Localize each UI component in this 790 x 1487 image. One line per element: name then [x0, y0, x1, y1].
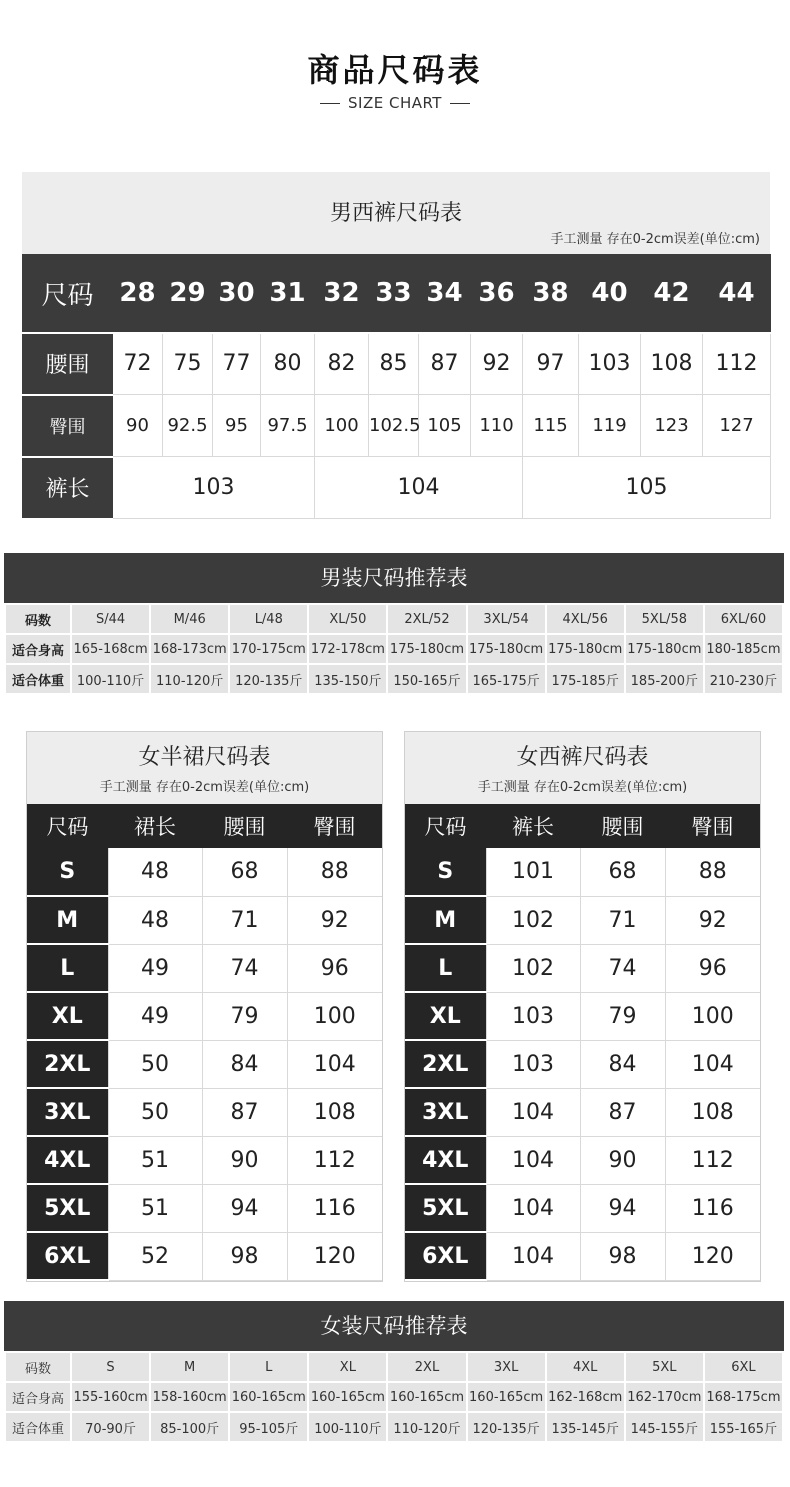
value-cell: 112	[287, 1136, 382, 1184]
table-row	[27, 944, 382, 992]
page-header	[0, 48, 790, 112]
rec-height-cell: 168-175cm	[704, 1382, 783, 1412]
table-row	[27, 896, 382, 944]
value-cell: 51	[108, 1184, 202, 1232]
rec-height-cell: 155-160cm	[71, 1382, 150, 1412]
hip-cell: 100	[315, 395, 369, 457]
size-cell: 5XL	[27, 1184, 108, 1232]
rec-weight-cell: 85-100斤	[150, 1412, 229, 1442]
size-cell: 3XL	[27, 1088, 108, 1136]
table-row	[405, 848, 760, 896]
size-label: 尺码	[23, 255, 113, 333]
value-cell: 116	[287, 1184, 382, 1232]
mens-recommendation	[4, 553, 784, 695]
rec-size-cell: 5XL	[625, 1352, 704, 1382]
hip-cell: 119	[579, 395, 641, 457]
rec-row-label: 适合身高	[5, 1382, 71, 1412]
rec-row-label: 适合体重	[5, 1412, 71, 1442]
womens-skirt-title: 女半裙尺码表	[138, 745, 271, 770]
rec-size-cell: 6XL/60	[704, 604, 783, 634]
rec-weight-cell: 110-120斤	[387, 1412, 466, 1442]
rec-height-cell: 180-185cm	[704, 634, 783, 664]
value-cell: 102	[486, 944, 580, 992]
waist-cell: 75	[163, 333, 213, 395]
value-cell: 92	[665, 896, 760, 944]
mens-trousers-header	[22, 172, 770, 254]
value-cell: 84	[202, 1040, 287, 1088]
size-cell: 38	[523, 255, 579, 333]
value-cell: 51	[108, 1136, 202, 1184]
column-header: 臀围	[665, 804, 760, 848]
waist-cell: 82	[315, 333, 369, 395]
value-cell: 112	[665, 1136, 760, 1184]
column-header: 裙长	[108, 804, 202, 848]
rec-weight-cell: 135-145斤	[546, 1412, 625, 1442]
table-row	[405, 1136, 760, 1184]
rec-height-row	[5, 1382, 783, 1412]
value-cell: 90	[202, 1136, 287, 1184]
divider-left	[320, 103, 340, 104]
rec-height-cell: 175-180cm	[625, 634, 704, 664]
womens-trousers-header	[405, 732, 760, 804]
rec-weight-cell: 150-165斤	[387, 664, 466, 694]
mens-trousers-title: 男西裤尺码表	[329, 201, 462, 226]
size-cell: 29	[163, 255, 213, 333]
mens-rec-title: 男装尺码推荐表	[4, 553, 784, 603]
value-cell: 50	[108, 1040, 202, 1088]
value-cell: 100	[287, 992, 382, 1040]
table-row	[405, 992, 760, 1040]
hip-cell: 102.5	[369, 395, 419, 457]
value-cell: 52	[108, 1232, 202, 1280]
waist-cell: 77	[213, 333, 261, 395]
length-cell: 104	[315, 457, 523, 519]
header-row	[27, 804, 382, 848]
hip-cell: 105	[419, 395, 471, 457]
hip-cell: 90	[113, 395, 163, 457]
waist-cell: 97	[523, 333, 579, 395]
rec-weight-cell: 135-150斤	[308, 664, 387, 694]
value-cell: 88	[665, 848, 760, 896]
hip-cell: 95	[213, 395, 261, 457]
column-header: 尺码	[27, 804, 108, 848]
hip-cell: 110	[471, 395, 523, 457]
rec-height-cell: 160-165cm	[387, 1382, 466, 1412]
column-header: 裤长	[486, 804, 580, 848]
value-cell: 103	[486, 992, 580, 1040]
rec-size-cell: 3XL/54	[467, 604, 546, 634]
value-cell: 48	[108, 848, 202, 896]
waist-cell: 112	[703, 333, 771, 395]
rec-row-label: 适合身高	[5, 634, 71, 664]
rec-weight-cell: 145-155斤	[625, 1412, 704, 1442]
table-row	[405, 1184, 760, 1232]
length-cell: 103	[113, 457, 315, 519]
womens-trousers-table	[405, 804, 760, 1281]
rec-height-cell: 172-178cm	[308, 634, 387, 664]
rec-size-cell: XL	[308, 1352, 387, 1382]
rec-size-cell: 4XL/56	[546, 604, 625, 634]
womens-skirt-table	[27, 804, 382, 1281]
rec-size-cell: M/46	[150, 604, 229, 634]
value-cell: 108	[287, 1088, 382, 1136]
page-subtitle: SIZE CHART	[348, 94, 442, 112]
table-row	[27, 1232, 382, 1280]
rec-height-cell: 168-173cm	[150, 634, 229, 664]
header-row	[405, 804, 760, 848]
table-row	[27, 848, 382, 896]
length-row	[23, 457, 771, 519]
length-label: 裤长	[23, 457, 113, 519]
value-cell: 79	[580, 992, 665, 1040]
size-cell: L	[405, 944, 486, 992]
waist-cell: 108	[641, 333, 703, 395]
rec-size-row	[5, 604, 783, 634]
rec-size-row	[5, 1352, 783, 1382]
size-cell: XL	[405, 992, 486, 1040]
value-cell: 92	[287, 896, 382, 944]
size-cell: 2XL	[27, 1040, 108, 1088]
table-row	[27, 992, 382, 1040]
value-cell: 84	[580, 1040, 665, 1088]
waist-cell: 103	[579, 333, 641, 395]
waist-cell: 85	[369, 333, 419, 395]
rec-row-label: 码数	[5, 1352, 71, 1382]
rec-weight-cell: 175-185斤	[546, 664, 625, 694]
column-header: 腰围	[202, 804, 287, 848]
size-cell: 42	[641, 255, 703, 333]
rec-height-cell: 158-160cm	[150, 1382, 229, 1412]
value-cell: 87	[202, 1088, 287, 1136]
value-cell: 79	[202, 992, 287, 1040]
waist-cell: 80	[261, 333, 315, 395]
rec-size-cell: 2XL/52	[387, 604, 466, 634]
rec-row-label: 适合体重	[5, 664, 71, 694]
rec-weight-cell: 155-165斤	[704, 1412, 783, 1442]
rec-height-cell: 170-175cm	[229, 634, 308, 664]
size-cell: 40	[579, 255, 641, 333]
length-cell: 105	[523, 457, 771, 519]
rec-size-cell: 2XL	[387, 1352, 466, 1382]
value-cell: 104	[486, 1088, 580, 1136]
value-cell: 104	[486, 1136, 580, 1184]
size-cell: 32	[315, 255, 369, 333]
hip-row	[23, 395, 771, 457]
table-row	[27, 1184, 382, 1232]
size-cell: 2XL	[405, 1040, 486, 1088]
size-cell: 28	[113, 255, 163, 333]
rec-size-cell: 5XL/58	[625, 604, 704, 634]
value-cell: 71	[580, 896, 665, 944]
womens-skirt-header	[27, 732, 382, 804]
table-row	[27, 1136, 382, 1184]
value-cell: 104	[287, 1040, 382, 1088]
womens-rec-table	[4, 1351, 784, 1443]
value-cell: 94	[202, 1184, 287, 1232]
waist-cell: 72	[113, 333, 163, 395]
table-row	[405, 944, 760, 992]
table-row	[405, 896, 760, 944]
mens-trousers-note: 手工测量 存在0-2cm误差(单位:cm)	[550, 232, 760, 247]
column-header: 腰围	[580, 804, 665, 848]
rec-height-cell: 175-180cm	[546, 634, 625, 664]
page-subtitle-row	[0, 94, 790, 112]
size-cell: 6XL	[27, 1232, 108, 1280]
rec-weight-cell: 185-200斤	[625, 664, 704, 694]
value-cell: 104	[665, 1040, 760, 1088]
size-cell: S	[27, 848, 108, 896]
table-row	[27, 1088, 382, 1136]
rec-weight-cell: 100-110斤	[71, 664, 150, 694]
rec-height-cell: 162-170cm	[625, 1382, 704, 1412]
rec-size-cell: XL/50	[308, 604, 387, 634]
womens-skirt-chart	[26, 731, 383, 1282]
size-cell: S	[405, 848, 486, 896]
waist-label: 腰围	[23, 333, 113, 395]
size-cell: 3XL	[405, 1088, 486, 1136]
table-row	[405, 1088, 760, 1136]
value-cell: 94	[580, 1184, 665, 1232]
value-cell: 100	[665, 992, 760, 1040]
value-cell: 74	[202, 944, 287, 992]
value-cell: 116	[665, 1184, 760, 1232]
rec-row-label: 码数	[5, 604, 71, 634]
divider-right	[450, 103, 470, 104]
rec-height-cell: 160-165cm	[308, 1382, 387, 1412]
value-cell: 50	[108, 1088, 202, 1136]
table-row	[405, 1232, 760, 1280]
value-cell: 68	[580, 848, 665, 896]
rec-weight-cell: 120-135斤	[467, 1412, 546, 1442]
size-cell: M	[27, 896, 108, 944]
womens-trousers-title: 女西裤尺码表	[516, 745, 649, 770]
value-cell: 98	[580, 1232, 665, 1280]
rec-weight-row	[5, 1412, 783, 1442]
page-title: 商品尺码表	[307, 51, 483, 89]
value-cell: 108	[665, 1088, 760, 1136]
rec-height-cell: 160-165cm	[467, 1382, 546, 1412]
rec-height-cell: 175-180cm	[387, 634, 466, 664]
rec-size-cell: 4XL	[546, 1352, 625, 1382]
rec-weight-cell: 120-135斤	[229, 664, 308, 694]
rec-weight-cell: 165-175斤	[467, 664, 546, 694]
value-cell: 104	[486, 1232, 580, 1280]
size-cell: 4XL	[27, 1136, 108, 1184]
rec-size-cell: 6XL	[704, 1352, 783, 1382]
rec-weight-cell: 70-90斤	[71, 1412, 150, 1442]
value-cell: 96	[665, 944, 760, 992]
womens-recommendation	[4, 1301, 784, 1443]
column-header: 尺码	[405, 804, 486, 848]
rec-size-cell: L	[229, 1352, 308, 1382]
column-header: 臀围	[287, 804, 382, 848]
mens-trousers-chart	[22, 172, 770, 520]
rec-weight-cell: 210-230斤	[704, 664, 783, 694]
size-row	[23, 255, 771, 333]
size-cell: 30	[213, 255, 261, 333]
size-cell: 31	[261, 255, 315, 333]
size-cell: XL	[27, 992, 108, 1040]
table-row	[27, 1040, 382, 1088]
size-cell: 5XL	[405, 1184, 486, 1232]
value-cell: 88	[287, 848, 382, 896]
hip-cell: 115	[523, 395, 579, 457]
rec-height-cell: 160-165cm	[229, 1382, 308, 1412]
size-cell: 33	[369, 255, 419, 333]
womens-rec-title: 女装尺码推荐表	[4, 1301, 784, 1351]
mens-rec-table	[4, 603, 784, 695]
size-cell: 44	[703, 255, 771, 333]
waist-row	[23, 333, 771, 395]
rec-size-cell: L/48	[229, 604, 308, 634]
womens-skirt-note: 手工测量 存在0-2cm误差(单位:cm)	[99, 780, 310, 795]
rec-size-cell: S	[71, 1352, 150, 1382]
rec-size-cell: M	[150, 1352, 229, 1382]
hip-label: 臀围	[23, 395, 113, 457]
value-cell: 104	[486, 1184, 580, 1232]
size-cell: 34	[419, 255, 471, 333]
rec-height-row	[5, 634, 783, 664]
mens-trousers-table	[22, 254, 771, 520]
rec-height-cell: 165-168cm	[71, 634, 150, 664]
rec-weight-cell: 110-120斤	[150, 664, 229, 694]
rec-height-cell: 175-180cm	[467, 634, 546, 664]
rec-size-cell: 3XL	[467, 1352, 546, 1382]
rec-height-cell: 162-168cm	[546, 1382, 625, 1412]
value-cell: 120	[287, 1232, 382, 1280]
size-cell: L	[27, 944, 108, 992]
waist-cell: 92	[471, 333, 523, 395]
value-cell: 71	[202, 896, 287, 944]
waist-cell: 87	[419, 333, 471, 395]
value-cell: 98	[202, 1232, 287, 1280]
size-cell: M	[405, 896, 486, 944]
size-cell: 36	[471, 255, 523, 333]
hip-cell: 97.5	[261, 395, 315, 457]
hip-cell: 123	[641, 395, 703, 457]
value-cell: 120	[665, 1232, 760, 1280]
value-cell: 90	[580, 1136, 665, 1184]
size-cell: 4XL	[405, 1136, 486, 1184]
hip-cell: 92.5	[163, 395, 213, 457]
rec-weight-cell: 100-110斤	[308, 1412, 387, 1442]
value-cell: 74	[580, 944, 665, 992]
value-cell: 49	[108, 944, 202, 992]
size-cell: 6XL	[405, 1232, 486, 1280]
value-cell: 48	[108, 896, 202, 944]
value-cell: 87	[580, 1088, 665, 1136]
rec-weight-cell: 95-105斤	[229, 1412, 308, 1442]
value-cell: 96	[287, 944, 382, 992]
table-row	[405, 1040, 760, 1088]
rec-weight-row	[5, 664, 783, 694]
value-cell: 68	[202, 848, 287, 896]
rec-size-cell: S/44	[71, 604, 150, 634]
womens-trousers-chart	[404, 731, 761, 1282]
value-cell: 103	[486, 1040, 580, 1088]
value-cell: 102	[486, 896, 580, 944]
value-cell: 49	[108, 992, 202, 1040]
value-cell: 101	[486, 848, 580, 896]
hip-cell: 127	[703, 395, 771, 457]
womens-trousers-note: 手工测量 存在0-2cm误差(单位:cm)	[477, 780, 688, 795]
